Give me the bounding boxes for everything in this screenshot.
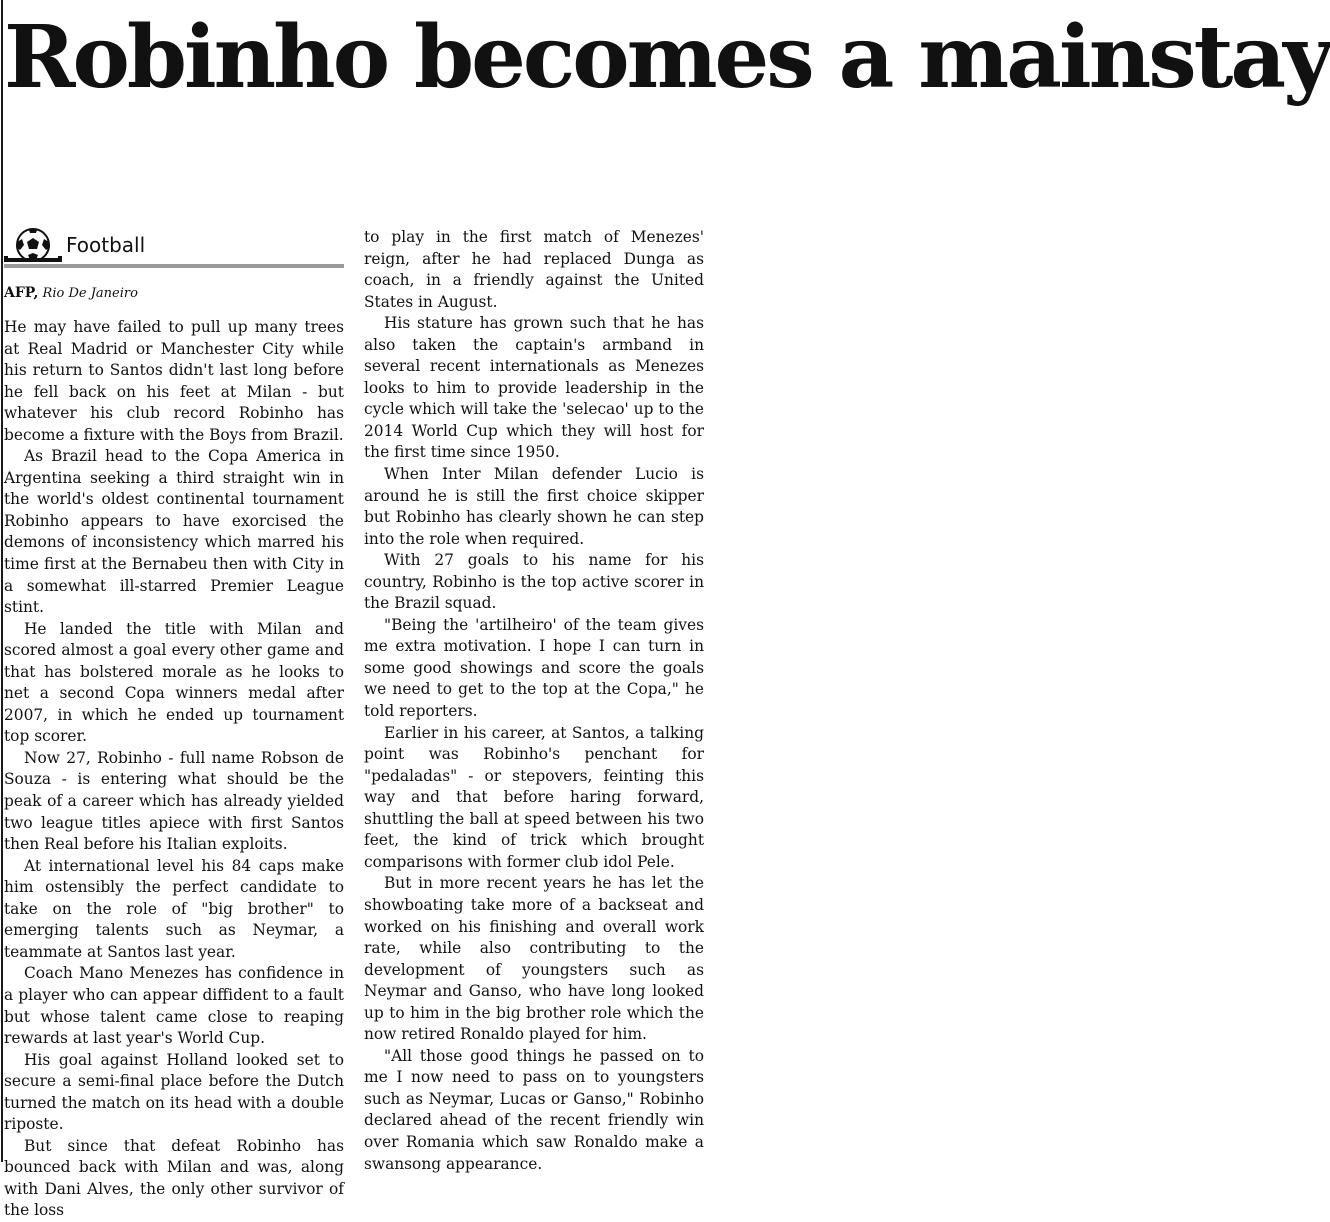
paragraph: He may have failed to pull up many trees at Real Madrid or Manchester City while his return to Santos didn't last long before he fell back on his feet at Milan - but whatever his club record Robinho has become a fixture with the Boys from Brazil. (4, 318, 344, 444)
byline-place: Rio De Janeiro (42, 286, 138, 301)
paragraph: At international level his 84 caps make him ostensibly the perfect candidate to take on the role of "big brother" to emerging talents such as Neymar, a teammate at Santos last year. (4, 856, 344, 961)
paragraph: "All those good things he passed on to me I now need to pass on to youngsters such as Neymar, Lucas or Ganso," Robinho declared ahead of the recent friendly win over Romania which saw Ronaldo make a swansong appearance. (364, 1046, 704, 1173)
byline (4, 284, 344, 303)
paragraph: When Inter Milan defender Lucio is around he is still the first choice skipper but Robinho has clearly shown he can step into the role when required. (364, 465, 704, 548)
section-label: Football (66, 233, 146, 257)
soccer-ball-icon (4, 228, 62, 262)
headline (4, 2, 1330, 114)
byline-agency: AFP, (4, 285, 39, 301)
paragraph: Earlier in his career, at Santos, a talking point was Robinho's penchant for "pedaladas" - or stepovers, feinting this way and that before haring forward, shuttling the ball at speed between his two feet, the kind of trick which brought comparisons with former club idol Pele. (364, 723, 704, 871)
paragraph: Coach Mano Menezes has confidence in a player who can appear diffident to a fault but whose talent came close to reaping rewards at last year's World Cup. (4, 964, 344, 1048)
paragraph: "Being the 'artilheiro' of the team gives me extra motivation. I hope I can turn in some good showings and score the goals we need to get to the top at the Copa," he told reporters. (364, 615, 704, 721)
paragraph: As Brazil head to the Copa America in Argentina seeking a third straight win in the world's oldest continental tournament Robinho appears to have exorcised the demons of inconsistency which marred his time first at the Bernabeu then with City in a somewhat ill-starred Premier League stint. (4, 447, 344, 617)
paragraph: He landed the title with Milan and scored almost a goal every other game and that has bolstered morale as he looks to net a second Copa winners medal after 2007, in which he ended up tournament top scorer. (4, 619, 344, 746)
paragraph-split-end: to play in the first match of Menezes' reign, after he had replaced Dunga as coach, in a friendly against the United States in August. (364, 228, 704, 311)
article-column-right (364, 227, 704, 1175)
paragraph: With 27 goals to his name for his country, Robinho is the top active scorer in the Brazil squad. (364, 551, 704, 613)
paragraph-split-start: But since that defeat Robinho has bounced back with Milan and was, along with Dani Alves, the only other survivor of the loss (4, 1136, 344, 1220)
section-kicker (4, 226, 344, 268)
article-column-left (4, 226, 344, 1222)
left-column-rule (1, 0, 3, 1162)
paragraph: His stature has grown such that he has also taken the captain's armband in several recent internationals as Menezes looks to him to provide leadership in the cycle which will take the 'selecao' up to the 2014 World Cup which they will host for the first time since 1950. (364, 314, 704, 462)
paragraph: Now 27, Robinho - full name Robson de Souza - is entering what should be the peak of a career which has already yielded two league titles apiece with first Santos then Real before his Italian exploits. (4, 748, 344, 854)
paragraph: His goal against Holland looked set to secure a semi-final place before the Dutch turned the match on its head with a double riposte. (4, 1050, 344, 1134)
headline-text: Robinho becomes a mainstay (4, 7, 1330, 108)
paragraph: But in more recent years he has let the showboating take more of a backseat and worked on his finishing and overall work rate, while also contributing to the development of youngsters such as Neymar and Ganso, who have long looked up to him in the big brother role which the now retired Ronaldo played for him. (364, 874, 704, 1044)
